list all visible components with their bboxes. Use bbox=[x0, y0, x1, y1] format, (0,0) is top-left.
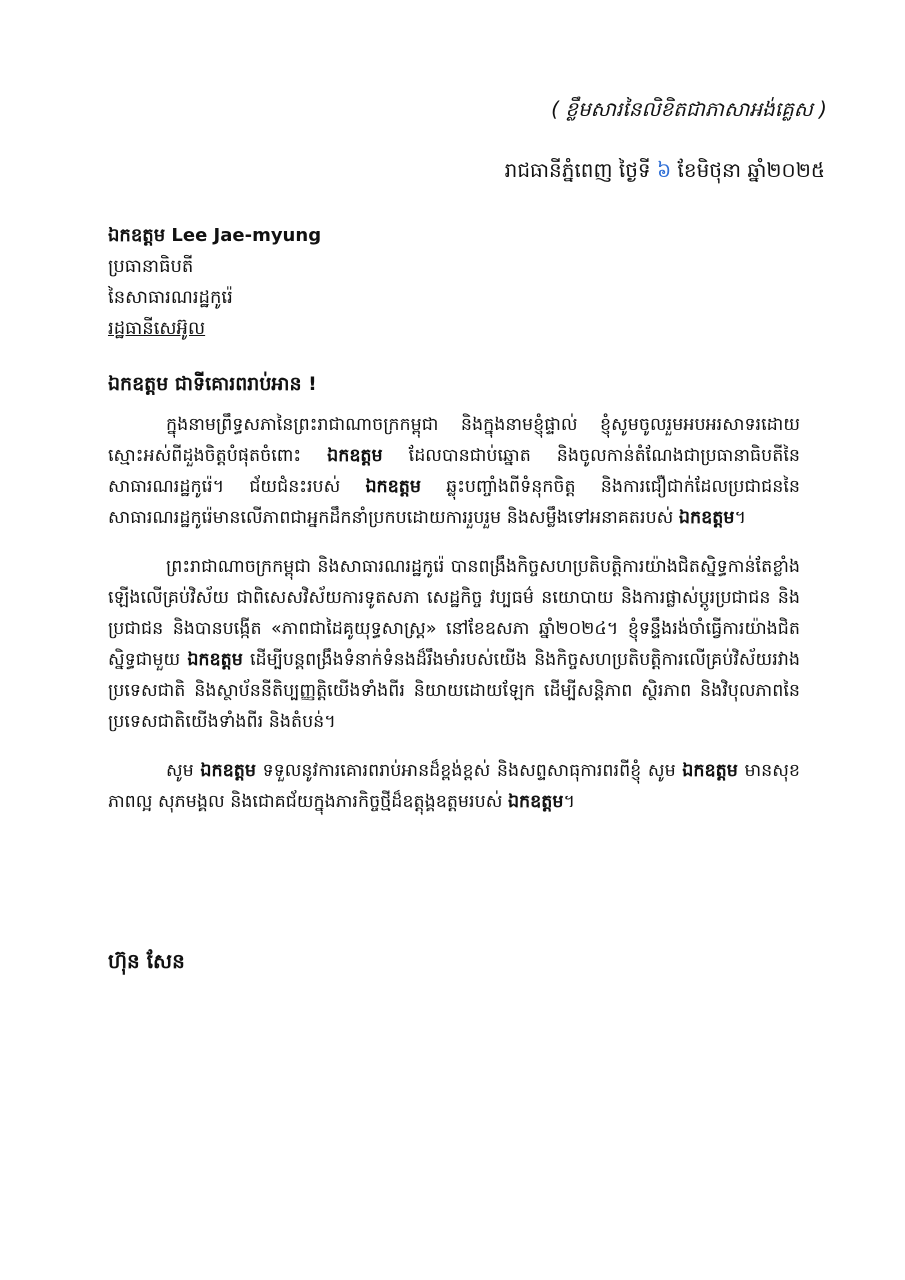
paragraph-cooperation: ព្រះរាជាណាចក្រកម្ពុជា និងសាធារណរដ្ឋកូរ៉េ បានពង្រឹងកិច្ចសហប្រតិបត្តិការយ៉ាងជិតស្និទ្ធកាន់តែខ្លាំងឡើងលើគ្រប់វិស័យ ជាពិសេសវិស័យការទូតសភា សេដ្ឋកិច្ច វប្បធម៌ នយោបាយ និងការផ្លាស់ប្តូរប្រជាជន និងប្រជាជន និងបានបង្កើត «ភាពជាដៃគូយុទ្ធសាស្ត្រ» នៅខែឧសភា ឆ្នាំ២០២៤។ ខ្ញុំទន្ទឹងរង់ចាំធ្វើការយ៉ាងជិតស្និទ្ធជាមួយ ឯកឧត្តម ដើម្បីបន្តពង្រឹងទំនាក់ទំនងដ៏រឹងមាំរបស់យើង និងកិច្ចសហប្រតិបត្តិការលើគ្រប់វិស័យរវាងប្រទេសជាតិ និងស្ថាប័ននីតិប្បញ្ញត្តិយើងទាំងពីរ និយាយដោយឡែក ដើម្បីសន្តិភាព ស្ថិរភាព និងវិបុលភាពនៃប្រទេសជាតិយើងទាំងពីរ និងតំបន់។ bbox=[108, 557, 800, 732]
dateline bbox=[505, 157, 825, 187]
date-suffix: ខែមិថុនា ឆ្នាំ២០២៥ bbox=[671, 158, 825, 182]
paragraph-closing: សូម ឯកឧត្តម ទទួលនូវការគោរពរាប់អានដ៏ខ្ពង់ខ្ពស់ និងសព្ទសាធុការពរពីខ្ញុំ សូម ឯកឧត្តម មានសុខភាពល្អ សុភមង្គល និងជោគជ័យក្នុងភារកិច្ចថ្មីដ៏ឧត្តុង្គឧត្តមរបស់ ឯកឧត្តម។ bbox=[108, 761, 800, 812]
recipient-name: ឯកឧត្តម Lee Jae-myung bbox=[108, 225, 322, 246]
recipient-country: នៃសាធារណរដ្ឋកូរ៉េ bbox=[108, 287, 233, 308]
date-day: ៦ bbox=[657, 158, 672, 182]
paragraph-congratulations: ក្នុងនាមព្រឹទ្ធសភានៃព្រះរាជាណាចក្រកម្ពុជា និងក្នុងនាមខ្ញុំផ្ទាល់ ខ្ញុំសូមចូលរួមអបអរសាទរដោយស្មោះអស់ពីដួងចិត្តបំផុតចំពោះ ឯកឧត្តម ដែលបានជាប់ឆ្នោត និងចូលកាន់តំណែងជាប្រធានាធិបតីនៃសាធារណរដ្ឋកូរ៉េ។ ជ័យជំនះរបស់ ឯកឧត្តម ឆ្លុះបញ្ចាំងពីទំនុកចិត្ត និងការជឿជាក់ដែលប្រជាជននៃសាធារណរដ្ឋកូរ៉េមានលើភាពជាអ្នកដឹកនាំប្រកបដោយការរួបរួម និងសម្លឹងទៅអនាគតរបស់ ឯកឧត្តម។ bbox=[108, 415, 801, 528]
letter-body bbox=[108, 410, 800, 836]
date-prefix: រាជធានីភ្នំពេញ ថ្ងៃទី bbox=[504, 158, 657, 182]
recipient-city: រដ្ឋធានីសេអ៊ូល bbox=[108, 318, 206, 339]
salutation: ឯកឧត្តម ជាទីគោរពរាប់អាន ! bbox=[108, 373, 317, 395]
signature-name: ហ៊ុន សែន bbox=[108, 949, 185, 973]
recipient-title: ប្រធានាធិបតី bbox=[108, 256, 194, 277]
translation-note: ( ខ្លឹមសារនៃលិខិតជាភាសាអង់គ្លេស ) bbox=[551, 97, 827, 121]
recipient-block bbox=[108, 220, 708, 344]
